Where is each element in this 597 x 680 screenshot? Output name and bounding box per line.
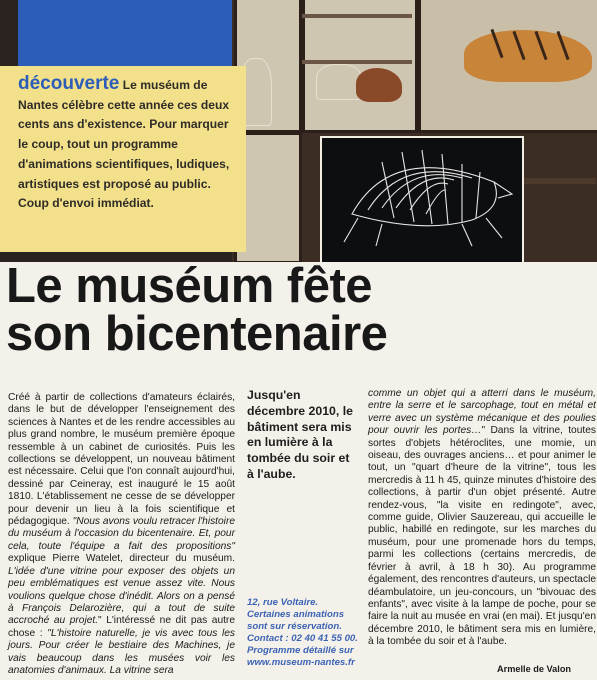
info-box [247,597,359,668]
intro-text: Le muséum de Nantes célèbre cette année ces deux cents ans d'existence. Pour marquer le coup, tout un programme d'animations scientifiques, ludiques, artistiques est proposé au public. Coup d'envoi immédiat. [18,78,230,211]
vitrine-drawing [320,136,524,262]
col1-text-c: " L'intéressé ne dit pas autre chose : [8,615,235,639]
intro-box [0,66,246,252]
info-website-link[interactable]: www.museum-nantes.fr [247,656,355,668]
info-program: Programme détaillé sur [247,644,354,656]
col1-text-a: Créé à partir de collections d'amateurs éclairés, dans le but de développer l'enseignement des sciences à Nantes et de les rendre accessibles au plus grand nombre, le muséum première époque ressemble à un cabinet de curiosités. Puis les collections se développent, un nouveau bâtiment est nécessaire. Celui que l'on connaît aujourd'hui, dessiné par Ceineray, est inauguré le 15 août 1810. L'établissement ne cesse de se développer pour devenir un lieu à la fois scientifique et pédagogique. [8,392,235,528]
column-1-text [8,392,235,677]
intro-paragraph [0,66,246,214]
title-line-2: son bicentenaire [6,307,388,361]
blue-banner [18,0,234,66]
col1-quote-a: "Nous avons voulu retracer l'histoire du muséum à l'occasion du bicentenaire. Et, pour cela, toute l'équipe a fait des propositions" [8,516,236,552]
column-3-text [368,388,596,649]
article-column-3 [368,388,596,649]
article-column-1 [8,392,235,677]
page-title [6,259,388,361]
title-line-1: Le muséum fête [6,259,373,313]
info-reservation: Certaines animations sont sur réservation. [247,608,345,632]
col3-text-a: " Dans la vitrine, toutes sortes d'objets hétéroclites, une momie, un oiseau, des ouvrages anciens… et pour animer le tout, un "quart d'heure de la vitrine", tous les mercredis à 11 h 45, quinze minutes d'histoire des collections, à partir d'un objet présenté. Autre rendez-vous, "la visite en redingote", avec, comme guide, Olivier Sauzereau, qui accueille le public, habillé en redingote, sur les marches du muséum, pour une promenade hors du temps, parmi les collections (certains mercredis, de février à avril, à 18 h 30). Au programme également, des rencontres d'auteurs, un spectacle déambulatoire, un jeu-concours, un "bivouac des enfants", avec visite à la lampe de poche, pour se faire la nuit au musée en vrai (en mai). Et jusqu'en décembre 2010, le bâtiment sera mis en lumière, à la tombée du soir et à l'aube. [368,425,596,648]
author-signature: Armelle de Valon [497,664,572,674]
col3-quote-a: comme un objet qui a atterri dans le muséum, entre la serre et le sarcophage, tout en métal et verre avec un système mécanique et des poulies pour ouvrir les portes… [368,388,596,437]
intro-kicker: découverte [18,73,120,94]
museum-photo [0,0,597,262]
pull-quote: Jusqu'en décembre 2010, le bâtiment sera mis en lumière à la tombée du soir et à l'aube. [247,388,353,481]
col1-text-b: explique Pierre Watelet, directeur du muséum. [8,553,235,565]
info-address: 12, rue Voltaire. [247,597,319,608]
info-contact: Contact : 02 40 41 55 00. [247,632,358,644]
col1-quote-c: "L'histoire naturelle, je vis avec tous les jours. Pour créer le bestiaire des Machines, je vais beaucoup dans les musées voir les anatomies d'animaux. La vitrine sera [8,627,236,676]
col1-quote-b: L'idée d'une vitrine pour exposer des objets un peu emblématiques est venue assez vite. Nous voulions quelque chose d'inédit. Alors on a pensé à François Delarozière, qui a tout de suite accroché au projet. [8,565,235,627]
